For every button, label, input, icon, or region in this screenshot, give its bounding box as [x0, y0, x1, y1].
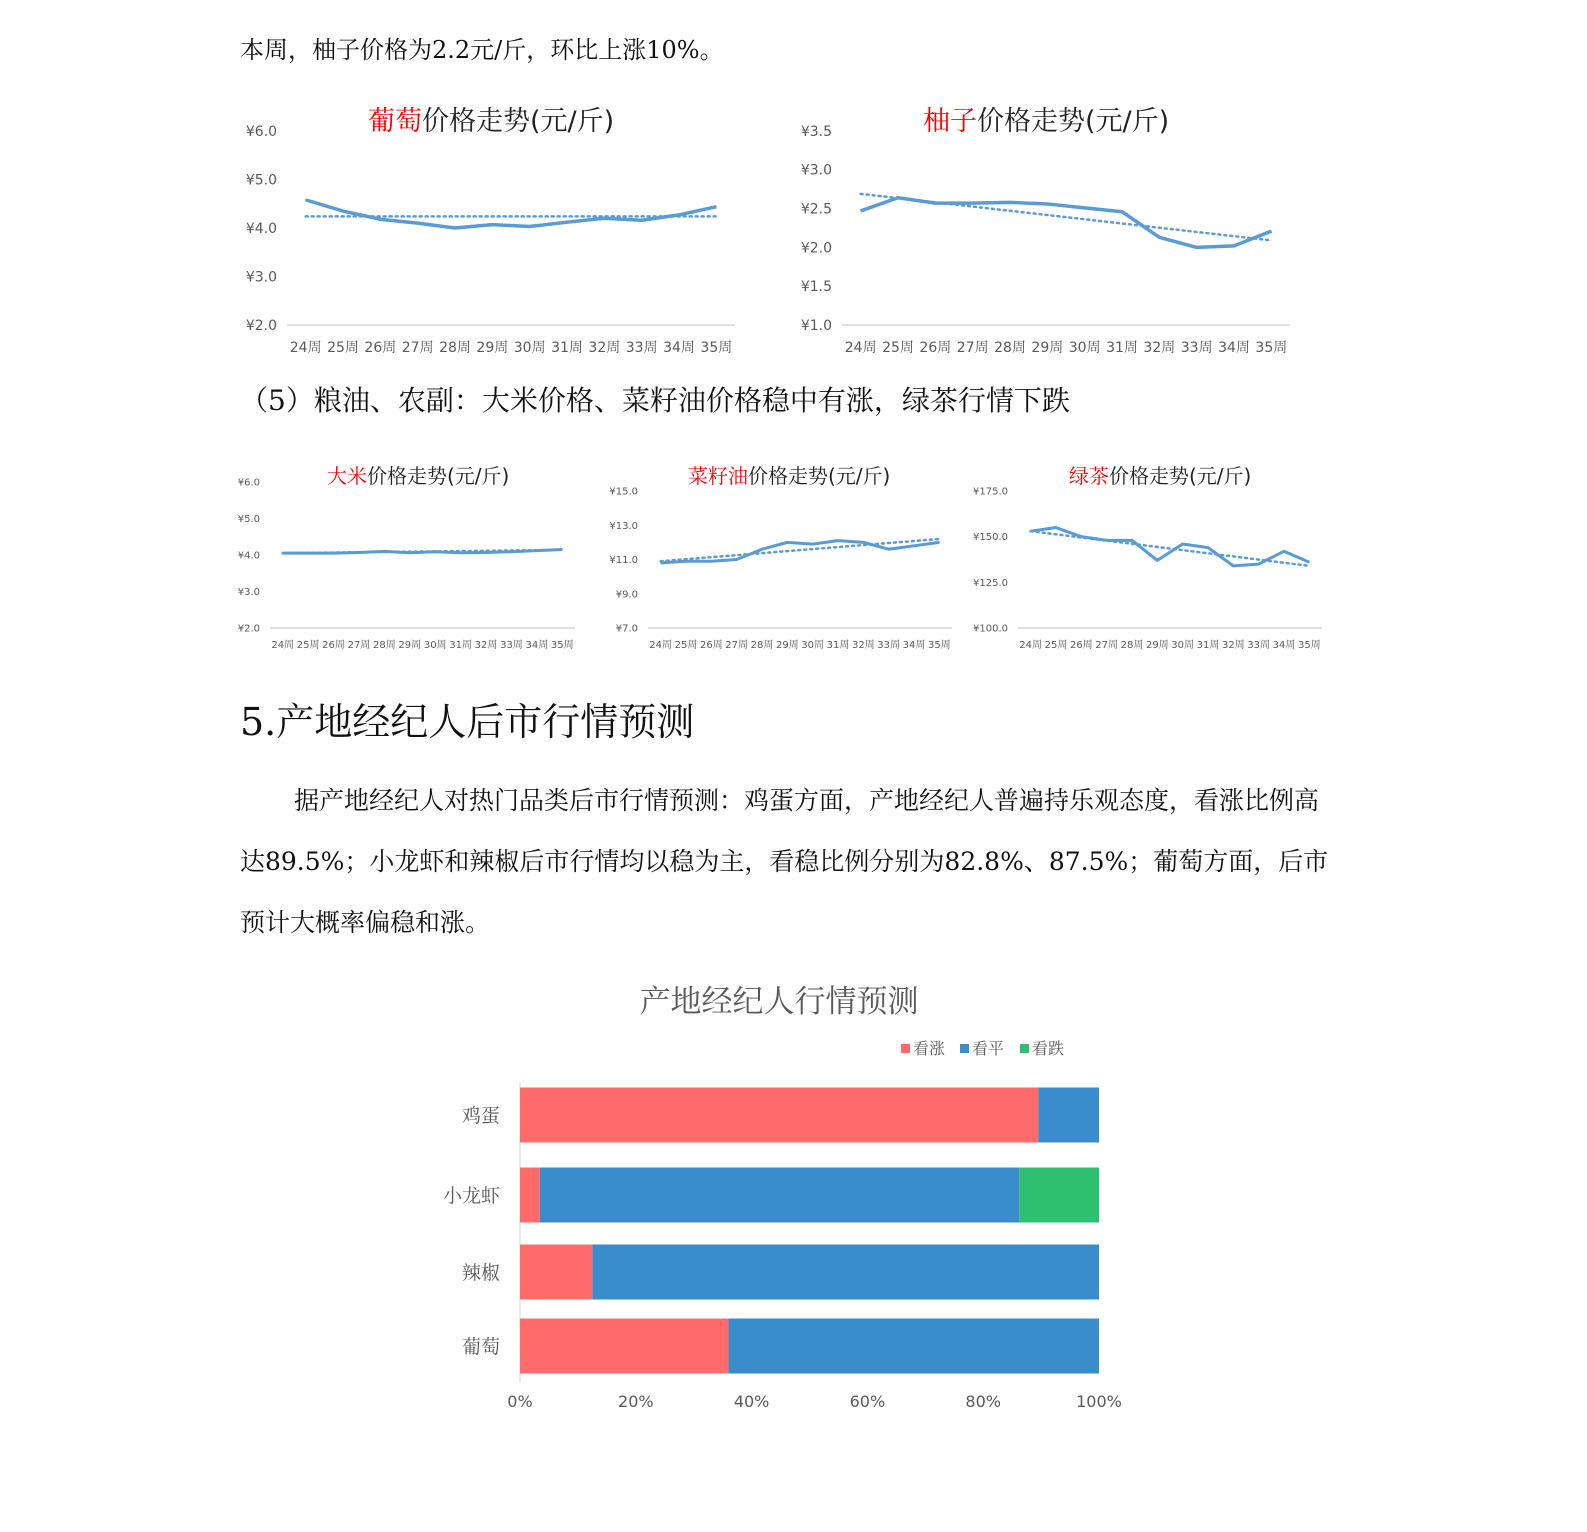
y-tick-label: ¥100.0 [973, 623, 1008, 635]
price-point [1122, 211, 1123, 212]
legend-label: 看平 [972, 1039, 1005, 1058]
x-tick-label: 31周 [1106, 340, 1138, 356]
chart-title-rest: 价格走势(元/斤) [977, 106, 1170, 137]
x-tick-label: 29周 [476, 340, 509, 356]
price-point [1084, 207, 1085, 208]
price-point [762, 549, 763, 550]
price-point [1132, 540, 1133, 541]
price-point [333, 553, 334, 554]
price-point [1010, 202, 1011, 203]
x-tick-label: 20% [618, 1392, 654, 1411]
price-point [1271, 231, 1272, 232]
price-point [435, 551, 436, 552]
x-tick-label: 25周 [1044, 640, 1068, 651]
legend-swatch [901, 1044, 910, 1053]
category-label: 葡萄 [461, 1336, 500, 1358]
section-title: （5）粮油、农副：大米价格、菜籽油价格稳中有涨，绿茶行情下跌 [240, 384, 1070, 417]
price-line [306, 200, 717, 228]
price-point [935, 203, 936, 204]
y-tick-label: ¥2.0 [237, 623, 260, 635]
x-tick-label: 100% [1076, 1392, 1122, 1411]
price-point [486, 552, 487, 553]
y-tick-label: ¥13.0 [609, 520, 638, 532]
chart-title-highlight: 葡萄 [368, 106, 422, 137]
chart-title-rest: 价格走势(元/斤) [1109, 464, 1252, 488]
chart-title [923, 106, 1169, 137]
x-tick-label: 25周 [674, 640, 698, 651]
chart-title [327, 464, 509, 488]
intro-text: 本周，柚子价格为2.2元/斤，环比上涨10%。 [240, 36, 724, 64]
y-tick-label: ¥2.0 [800, 240, 832, 257]
x-tick-label: 34周 [525, 640, 549, 651]
y-tick-label: ¥150.0 [973, 532, 1008, 544]
x-tick-label: 27周 [725, 640, 749, 651]
bar-segment [520, 1168, 540, 1223]
price-line [283, 550, 563, 554]
x-tick-label: 34周 [663, 340, 695, 356]
x-tick-label: 27周 [401, 340, 434, 356]
x-tick-label: 40% [733, 1392, 770, 1411]
section-heading: 5.产地经纪人后市行情预测 [240, 700, 695, 744]
bar-segment [520, 1088, 1038, 1143]
price-line [1031, 528, 1310, 566]
x-tick-label: 30周 [1068, 340, 1101, 356]
x-tick-label: 32周 [851, 640, 875, 651]
x-tick-label: 33周 [500, 640, 523, 651]
x-tick-label: 31周 [449, 640, 472, 651]
x-tick-label: 26周 [322, 640, 345, 651]
price-point [562, 549, 563, 550]
y-tick-label: ¥7.0 [615, 623, 638, 635]
price-point [343, 211, 344, 212]
y-tick-label: ¥6.0 [237, 477, 260, 489]
x-tick-label: 33周 [877, 640, 901, 651]
x-tick-label: 29周 [398, 640, 422, 651]
x-tick-label: 35周 [927, 640, 951, 651]
x-tick-label: 25周 [296, 640, 320, 651]
price-point [1081, 536, 1082, 537]
price-point [305, 199, 306, 200]
price-point [1208, 547, 1209, 548]
x-tick-label: 24周 [649, 640, 673, 651]
y-tick-label: ¥3.0 [245, 269, 277, 286]
bar-segment [592, 1245, 1099, 1300]
x-tick-label: 34周 [1272, 640, 1296, 651]
y-tick-label: ¥11.0 [609, 555, 638, 566]
price-point [1047, 203, 1048, 204]
bar-segment [1019, 1168, 1099, 1223]
y-tick-label: ¥5.0 [237, 514, 260, 525]
price-point [863, 542, 864, 543]
chart-title-highlight: 柚子 [923, 106, 977, 137]
legend-swatch [960, 1044, 969, 1053]
price-point [686, 561, 687, 562]
x-tick-label: 28周 [750, 640, 774, 651]
price-line [661, 541, 940, 563]
chart-title-highlight: 大米 [327, 464, 367, 488]
y-tick-label: ¥2.5 [800, 201, 832, 218]
price-point [939, 542, 940, 543]
forecast-paragraph [240, 770, 1340, 953]
x-tick-label: 27周 [1095, 640, 1119, 651]
x-tick-label: 35周 [700, 340, 733, 356]
price-point [898, 197, 899, 198]
x-tick-label: 31周 [826, 640, 850, 651]
price-point [888, 549, 889, 550]
price-point [1233, 565, 1234, 566]
y-tick-label: ¥3.0 [237, 587, 260, 598]
x-tick-label: 33周 [625, 340, 658, 356]
price-point [567, 222, 568, 223]
rapeseed-oil-price-chart [600, 455, 970, 665]
x-tick-label: 32周 [1221, 640, 1245, 651]
x-tick-label: 60% [849, 1392, 886, 1411]
y-tick-label: ¥9.0 [615, 589, 638, 601]
x-tick-label: 28周 [373, 640, 396, 651]
rice-price-chart [230, 455, 590, 665]
chart-title-rest: 价格走势(元/斤) [367, 464, 510, 488]
price-point [1196, 247, 1197, 248]
price-point [282, 553, 283, 554]
category-label: 鸡蛋 [461, 1105, 500, 1127]
x-tick-label: 30周 [423, 640, 447, 651]
price-point [1284, 551, 1285, 552]
price-point [492, 224, 493, 225]
y-tick-label: ¥15.0 [609, 486, 638, 498]
x-tick-label: 30周 [801, 640, 825, 651]
price-point [511, 551, 512, 552]
price-point [838, 540, 839, 541]
x-tick-label: 26周 [919, 340, 952, 356]
price-point [460, 552, 461, 553]
chart-title-highlight: 绿茶 [1069, 464, 1109, 488]
price-point [1182, 543, 1183, 544]
price-point [1056, 527, 1057, 528]
y-tick-label: ¥4.0 [237, 550, 260, 562]
y-tick-label: ¥3.0 [800, 162, 832, 179]
y-tick-label: ¥5.0 [245, 172, 277, 189]
x-tick-label: 32周 [588, 340, 621, 356]
y-tick-label: ¥125.0 [973, 577, 1008, 589]
price-point [380, 219, 381, 220]
x-tick-label: 35周 [1255, 340, 1288, 356]
price-point [641, 220, 642, 221]
price-point [787, 542, 788, 543]
chart-title [688, 464, 890, 488]
x-tick-label: 26周 [364, 340, 397, 356]
y-tick-label: ¥1.0 [800, 317, 832, 334]
price-point [455, 228, 456, 229]
price-point [384, 551, 385, 552]
x-tick-label: 28周 [439, 340, 471, 356]
forecast-paragraph-text: 据产地经纪人对热门品类后市行情预测：鸡蛋方面，产地经纪人普遍持乐观态度，看涨比例高达89.5%；小龙虾和辣椒后市行情均以稳为主，看稳比例分别为82.8%、87.5%；葡萄方面，后市预计大概率偏稳和涨。 [240, 786, 1329, 937]
x-tick-label: 32周 [474, 640, 498, 651]
x-tick-label: 35周 [1297, 640, 1321, 651]
category-label: 小龙虾 [442, 1185, 500, 1207]
price-line [861, 198, 1272, 248]
chart-title [1069, 464, 1251, 488]
x-tick-label: 27周 [347, 640, 371, 651]
legend-swatch [1020, 1044, 1029, 1053]
bar-segment [1038, 1088, 1099, 1143]
bar-segment [728, 1319, 1099, 1374]
x-tick-label: 25周 [882, 340, 914, 356]
x-tick-label: 30周 [1171, 640, 1195, 651]
x-tick-label: 32周 [1143, 340, 1176, 356]
y-tick-label: ¥2.0 [245, 317, 277, 334]
legend-label: 看跌 [1032, 1039, 1065, 1058]
bar-segment [520, 1319, 728, 1374]
price-point [529, 226, 530, 227]
x-tick-label: 26周 [1069, 640, 1093, 651]
y-tick-label: ¥4.0 [245, 220, 277, 237]
x-tick-label: 29周 [1145, 640, 1169, 651]
x-tick-label: 25周 [327, 340, 359, 356]
chart-title-highlight: 菜籽油 [688, 464, 748, 488]
green-tea-price-chart [970, 455, 1340, 665]
price-point [1106, 540, 1107, 541]
y-tick-label: ¥6.0 [245, 123, 277, 140]
x-tick-label: 24周 [289, 340, 322, 356]
x-tick-label: 26周 [699, 640, 723, 651]
x-tick-label: 24周 [844, 340, 877, 356]
price-point [1234, 245, 1235, 246]
x-tick-label: 80% [965, 1392, 1001, 1411]
grape-price-chart [230, 100, 750, 370]
legend-label: 看涨 [913, 1039, 946, 1058]
price-point [536, 550, 537, 551]
price-point [1258, 564, 1259, 565]
chart-title: 产地经纪人行情预测 [639, 984, 919, 1020]
forecast-bar-chart [420, 970, 1180, 1420]
chart-title [368, 106, 614, 137]
y-tick-label: ¥175.0 [973, 486, 1008, 498]
x-tick-label: 31周 [1196, 640, 1220, 651]
y-tick-label: ¥1.5 [800, 279, 832, 296]
price-point [604, 218, 605, 219]
x-tick-label: 30周 [513, 340, 546, 356]
price-point [1159, 237, 1160, 238]
price-point [679, 214, 680, 215]
price-point [1309, 562, 1310, 563]
price-point [308, 553, 309, 554]
x-tick-label: 27周 [956, 340, 989, 356]
y-tick-label: ¥3.5 [800, 123, 832, 140]
bar-segment [520, 1245, 592, 1300]
price-point [660, 562, 661, 563]
x-tick-label: 33周 [1180, 340, 1213, 356]
x-tick-label: 0% [507, 1392, 533, 1411]
x-tick-label: 33周 [1247, 640, 1271, 651]
price-point [417, 223, 418, 224]
x-tick-label: 34周 [1218, 340, 1250, 356]
x-tick-label: 28周 [1120, 640, 1144, 651]
x-tick-label: 35周 [550, 640, 574, 651]
price-point [716, 206, 717, 207]
pomelo-price-chart [785, 100, 1305, 370]
price-point [358, 552, 359, 553]
x-tick-label: 29周 [775, 640, 799, 651]
x-tick-label: 29周 [1031, 340, 1064, 356]
price-point [812, 544, 813, 545]
x-tick-label: 28周 [994, 340, 1026, 356]
chart-title-rest: 价格走势(元/斤) [422, 106, 615, 137]
price-point [860, 210, 861, 211]
x-tick-label: 34周 [902, 640, 926, 651]
price-point [972, 203, 973, 204]
price-point [1157, 560, 1158, 561]
bar-segment [540, 1168, 1019, 1223]
price-point [711, 561, 712, 562]
chart-title-rest: 价格走势(元/斤) [748, 464, 891, 488]
x-tick-label: 24周 [1019, 640, 1043, 651]
x-tick-label: 24周 [271, 640, 295, 651]
price-point [409, 552, 410, 553]
price-point [1030, 531, 1031, 532]
category-label: 辣椒 [461, 1262, 500, 1284]
price-point [914, 545, 915, 546]
x-tick-label: 31周 [551, 340, 583, 356]
price-point [736, 559, 737, 560]
